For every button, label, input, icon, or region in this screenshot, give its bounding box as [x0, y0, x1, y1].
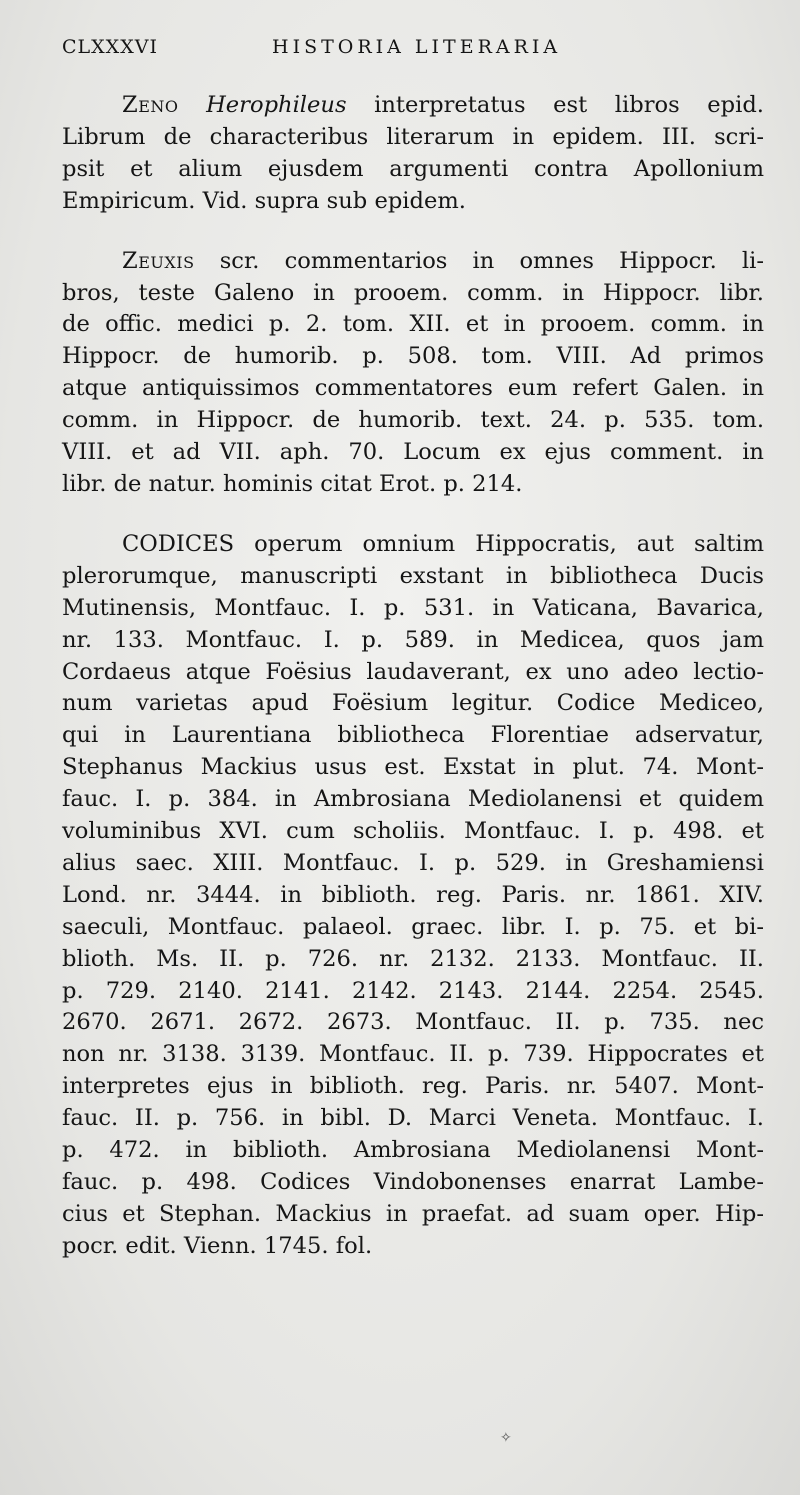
text-line: comm. in Hippocr. de humorib. text. 24. p. 535. tom. — [62, 407, 764, 434]
ornament-icon: ✧ — [500, 1430, 512, 1446]
text-line: non nr. 3138. 3139. Montfauc. II. p. 739. Hippocrates et — [62, 1041, 764, 1068]
text-line: Cordaeus atque Foësius laudaverant, ex uno adeo lectio- — [62, 658, 764, 685]
text-line: Hippocr. de humorib. p. 508. tom. VIII. Ad primos — [62, 343, 764, 370]
running-title: HISTORIA LITERARIA — [272, 36, 562, 58]
text-line: nr. 133. Montfauc. I. p. 589. in Medicea, quos jam — [62, 626, 764, 653]
page-number: CLXXXVI — [62, 36, 158, 58]
text-line: p. 729. 2140. 2141. 2142. 2143. 2144. 2254. 2545. — [62, 977, 764, 1004]
text-line: fauc. II. p. 756. in bibl. D. Marci Veneta. Montfauc. I. — [62, 1105, 764, 1132]
paragraph-zeno — [62, 90, 764, 218]
paragraph-codices — [62, 529, 764, 1263]
entry-lead: Zeno — [122, 92, 179, 118]
paragraph-zeuxis — [62, 246, 764, 501]
italic-name: Herophileus — [206, 92, 347, 118]
text-line: psit et alium ejusdem argumenti contra Apollonium — [62, 155, 764, 182]
entry-lead: Zeuxis — [122, 247, 195, 274]
text-line: p. 472. in biblioth. Ambrosiana Mediolanensi Mont- — [62, 1137, 764, 1164]
entry-lead: CODICES — [122, 530, 235, 557]
text-line: de offic. medici p. 2. tom. XII. et in prooem. comm. in — [62, 311, 764, 338]
text-line: blioth. Ms. II. p. 726. nr. 2132. 2133. Montfauc. II. — [62, 945, 764, 972]
text-line: Empiricum. Vid. supra sub epidem. — [62, 187, 466, 214]
text-line: atque antiquissimos commentatores eum refert Galen. in — [62, 375, 764, 402]
text-line: VIII. et ad VII. aph. 70. Locum ex ejus comment. in — [62, 439, 764, 466]
text-line: alius saec. XIII. Montfauc. I. p. 529. in Greshamiensi — [62, 849, 764, 876]
text-line: Librum de characteribus literarum in epidem. III. scri- — [62, 123, 764, 150]
text-line: cius et Stephan. Mackius in praefat. ad suam oper. Hip- — [62, 1200, 764, 1227]
text-line: fauc. I. p. 384. in Ambrosiana Mediolanensi et quidem — [62, 786, 764, 813]
text-line: 2670. 2671. 2672. 2673. Montfauc. II. p. 735. nec — [62, 1009, 764, 1036]
text-line: fauc. p. 498. Codices Vindobonenses enarrat Lambe- — [62, 1169, 764, 1195]
text-line: Lond. nr. 3444. in biblioth. reg. Paris. nr. 1861. XIV. — [62, 881, 764, 908]
text-line: plerorumque, manuscripti exstant in bibliotheca Ducis — [62, 562, 764, 589]
text-line: num varietas apud Foësium legitur. Codice Mediceo, — [62, 690, 764, 717]
text-line: Zeno Herophileus interpretatus est libros epid. — [122, 92, 764, 118]
text-line: bros, teste Galeno in prooem. comm. in Hippocr. libr. — [62, 279, 764, 306]
text-line: voluminibus XVI. cum scholiis. Montfauc. I. p. 498. et — [62, 818, 764, 845]
body-text — [62, 90, 764, 1263]
text-line: qui in Laurentiana bibliotheca Florentiae adservatur, — [62, 722, 764, 749]
text-line: CODICES operum omnium Hippocratis, aut saltim — [122, 530, 764, 557]
text-line: Mutinensis, Montfauc. I. p. 531. in Vaticana, Bavarica, — [62, 594, 764, 621]
page-header — [62, 36, 762, 66]
text-line: pocr. edit. Vienn. 1745. fol. — [62, 1232, 373, 1259]
text-line: Zeuxis scr. commentarios in omnes Hippocr. li- — [122, 247, 764, 274]
text-line: Stephanus Mackius usus est. Exstat in plut. 74. Mont- — [62, 754, 764, 781]
text-line: libr. de natur. hominis citat Erot. p. 214. — [62, 470, 523, 497]
text-line: interpretes ejus in biblioth. reg. Paris. nr. 5407. Mont- — [62, 1073, 764, 1100]
text-line: saeculi, Montfauc. palaeol. graec. libr. I. p. 75. et bi- — [62, 913, 764, 940]
